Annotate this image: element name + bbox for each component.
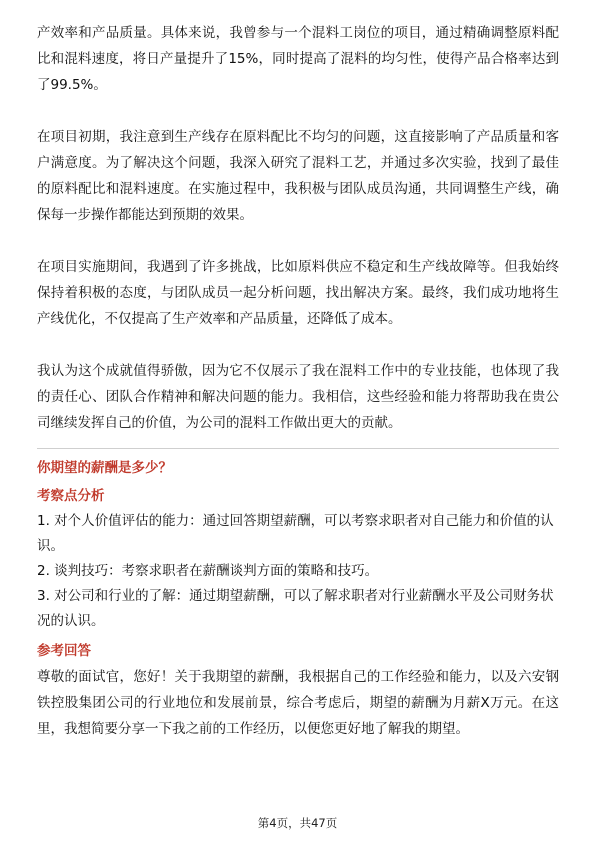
paragraph-spacer xyxy=(37,228,559,254)
paragraph-achievement-summary: 产效率和产品质量。具体来说，我曾参与一个混料工岗位的项目，通过精确调整原料配比和混料速度，将日产量提升了15%，同时提高了混料的均匀性，使得产品合格率达到了99.5%。 xyxy=(37,25,559,93)
analysis-heading: 考察点分析 xyxy=(37,488,105,504)
analysis-item: 1. 对个人价值评估的能力：通过回答期望薪酬，可以考察求职者对自己能力和价值的认识。 xyxy=(37,513,554,554)
page-content xyxy=(37,20,559,742)
paragraph-project-challenges: 在项目实施期间，我遇到了许多挑战，比如原料供应不稳定和生产线故障等。但我始终保持着积极的态度，与团队成员一起分析问题，找出解决方案。最终，我们成功地将生产线优化，不仅提高了生产效率和产品质量，还降低了成本。 xyxy=(37,259,559,327)
question-heading: 你期望的薪酬是多少？ xyxy=(37,460,172,476)
paragraph-spacer xyxy=(37,98,559,124)
paragraph-spacer xyxy=(37,332,559,358)
paragraph-conclusion: 我认为这个成就值得骄傲，因为它不仅展示了我在混料工作中的专业技能，也体现了我的责任心、团队合作精神和解决问题的能力。我相信，这些经验和能力将帮助我在贵公司继续发挥自己的价值，为公司的混料工作做出更大的贡献。 xyxy=(37,363,559,431)
analysis-item: 2. 谈判技巧：考察求职者在薪酬谈判方面的策略和技巧。 xyxy=(37,563,379,579)
answer-text: 尊敬的面试官，您好！关于我期望的薪酬，我根据自己的工作经验和能力，以及六安钢铁控股集团公司的行业地位和发展前景，综合考虑后，期望的薪酬为月薪X万元。在这里，我想简要分享一下我之前的工作经历，以便您更好地了解我的期望。 xyxy=(37,669,559,737)
answer-heading: 参考回答 xyxy=(37,643,91,659)
paragraph-project-start: 在项目初期，我注意到生产线存在原料配比不均匀的问题，这直接影响了产品质量和客户满意度。为了解决这个问题，我深入研究了混料工艺，并通过多次实验，找到了最佳的原料配比和混料速度。在实施过程中，我积极与团队成员沟通，共同调整生产线，确保每一步操作都能达到预期的效果。 xyxy=(37,129,559,223)
page-number-footer: 第4页，共47页 xyxy=(257,816,338,830)
section-divider xyxy=(37,448,559,449)
analysis-item: 3. 对公司和行业的了解：通过期望薪酬，可以了解求职者对行业薪酬水平及公司财务状况的认识。 xyxy=(37,588,554,629)
